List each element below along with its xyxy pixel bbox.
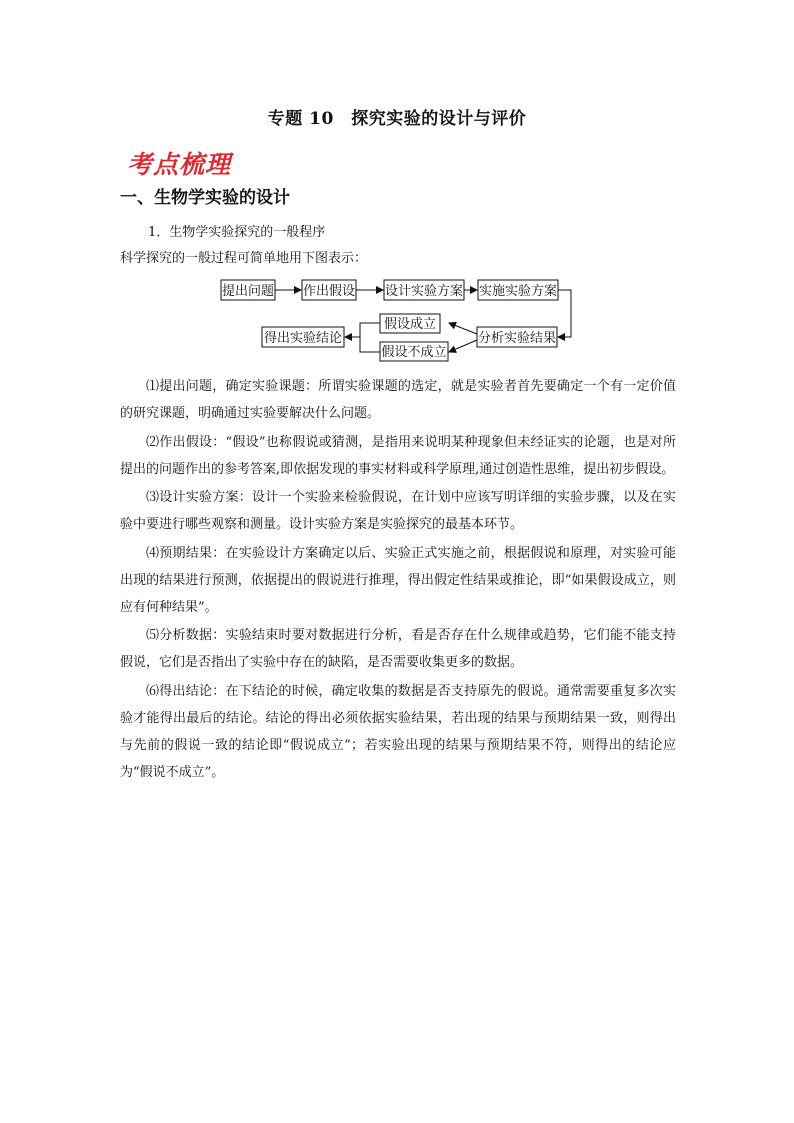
paragraph-design-plan: ⑶设计实验方案：设计一个实验来检验假说，在计划中应该写明详细的实验步骤，以及在实验中要进行哪些观察和测量。设计实验方案是实验探究的最基本环节。 (120, 490, 676, 532)
flow-label-conclusion: 得出实验结论 (263, 331, 343, 346)
inquiry-flow-diagram (0, 0, 794, 380)
flow-label-hypothesis-false: 假设不成立 (381, 345, 447, 360)
intro-text: 科学探究的一般过程可简单地用下图表示： (120, 251, 368, 266)
paragraph-analyze-data: ⑸分析数据：实验结束时要对数据进行分析，看是否存在什么规律或趋势，它们能不能支持假说，它们是否指出了实验中存在的缺陷，是否需要收集更多的数据。 (120, 628, 676, 670)
flow-label-ask-question: 提出问题 (221, 284, 275, 299)
flow-label-hypothesis: 作出假设 (302, 284, 356, 299)
flow-label-analyze: 分析实验结果 (477, 331, 557, 346)
paragraph-ask-question: ⑴提出问题，确定实验课题：所谓实验课题的选定，就是实验者首先要确定一个有一定价值的研究课题，明确通过实验要解决什么问题。 (120, 379, 676, 421)
paragraph-hypothesis: ⑵作出假设：“假设”也称假说或猜测，是指用来说明某种现象但未经证实的论题，也是对所提出的问题作出的参考答案,即依据发现的事实材料或科学原理,通过创造性思维，提出初步假设。 (120, 434, 676, 477)
flow-label-design-plan: 设计实验方案 (384, 284, 464, 299)
flow-arrow-7 (360, 323, 380, 352)
section-heading: 一、生物学实验的设计 (120, 188, 290, 208)
procedure-explanations (120, 373, 676, 787)
flow-arrow-5 (449, 323, 477, 334)
flow-label-carry-out: 实施实验方案 (478, 284, 558, 299)
paragraph-predict-results: ⑷预期结果：在实验设计方案确定以后、实验正式实施之前，根据假说和原理，对实验可能出现的结果进行预测，依据提出的假说进行推理，得出假定性结果或推论，即“如果假设成立，则应有何种结果”。 (120, 545, 676, 615)
flow-arrow-4 (558, 290, 571, 337)
paragraph-conclusion: ⑹得出结论：在下结论的时候，确定收集的数据是否支持原先的假说。通常需要重复多次实验才能得出最后的结论。结论的得出必须依据实验结果，若出现的结果与预期结果一致，则得出与先前的假说一致的结论即“假说成立”；若实验出现的结果与预期结果不符，则得出的结论应为“假说不成立”。 (120, 683, 676, 780)
flow-arrow-6 (449, 340, 477, 352)
flow-label-hypothesis-true: 假设成立 (383, 317, 437, 332)
subheading: 1．生物学实验探究的一般程序 (148, 225, 326, 240)
page-title: 专题 10 探究实验的设计与评价 (267, 109, 527, 129)
section-badge: 考点梳理 (127, 150, 232, 179)
